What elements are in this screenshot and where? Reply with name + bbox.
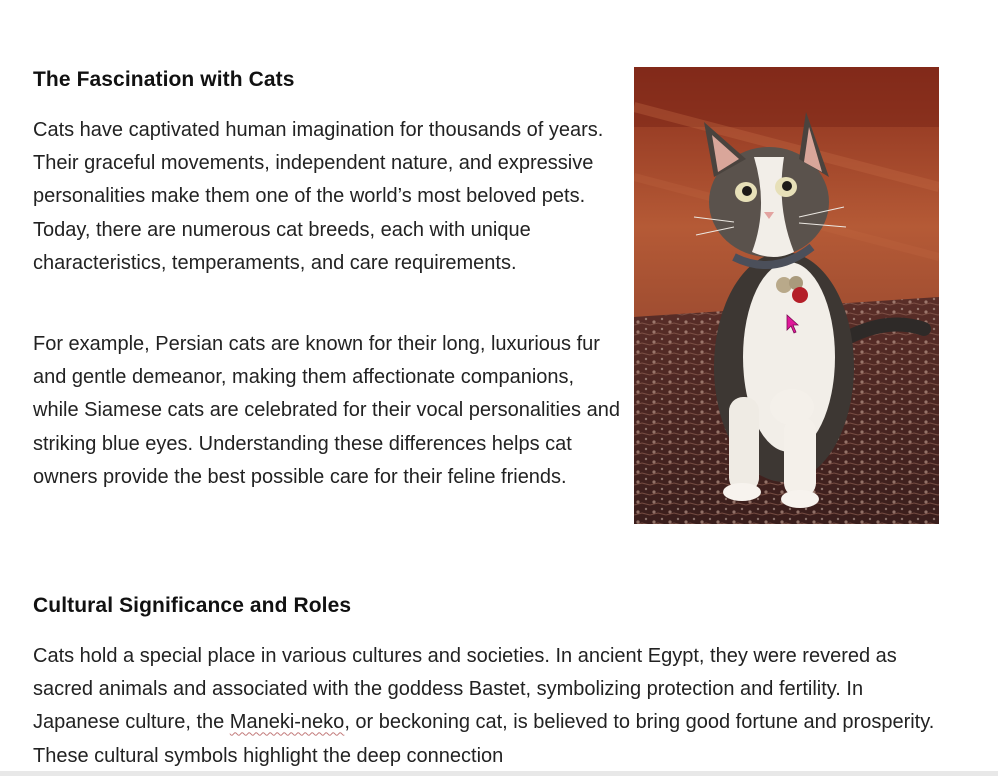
- spellcheck-flagged-word[interactable]: Maneki-neko: [229, 711, 345, 734]
- section-heading-cultural: Cultural Significance and Roles: [33, 594, 352, 617]
- cat-photo[interactable]: [634, 67, 939, 524]
- paragraph-cultural[interactable]: [33, 640, 953, 773]
- cat-image-drawing: [634, 67, 939, 524]
- paragraph-intro[interactable]: Cats have captivated human imagination for thousands of years. Their graceful movements, independent nature, and expressive personalities make them one of the world’s most beloved pets. Today, there are numerous cat breeds, each with unique characteristics, temperaments, and care requirements.: [33, 119, 604, 274]
- paragraph-text-after: , or beckoning cat, is believed to bring good fortune and prosperity. These cultural symbols highlight the deep connection: [33, 711, 935, 767]
- section-heading-fascination: The Fascination with Cats: [33, 68, 295, 91]
- paragraph-text-before: Cats hold a special place in various cultures and societies. In ancient Egypt, they were revered as sacred animals and associated with the goddess Bastet, symbolizing protection and fertility. In Japanese culture, the: [33, 645, 897, 734]
- bottom-scroll-edge: [0, 771, 998, 776]
- mouse-cursor-icon: [786, 314, 800, 334]
- paragraph-breeds[interactable]: For example, Persian cats are known for their long, luxurious fur and gentle demeanor, making them affectionate companions, while Siamese cats are celebrated for their vocal personalities and striking blue eyes. Understanding these differences helps cat owners provide the best possible care for their feline friends.: [33, 333, 620, 488]
